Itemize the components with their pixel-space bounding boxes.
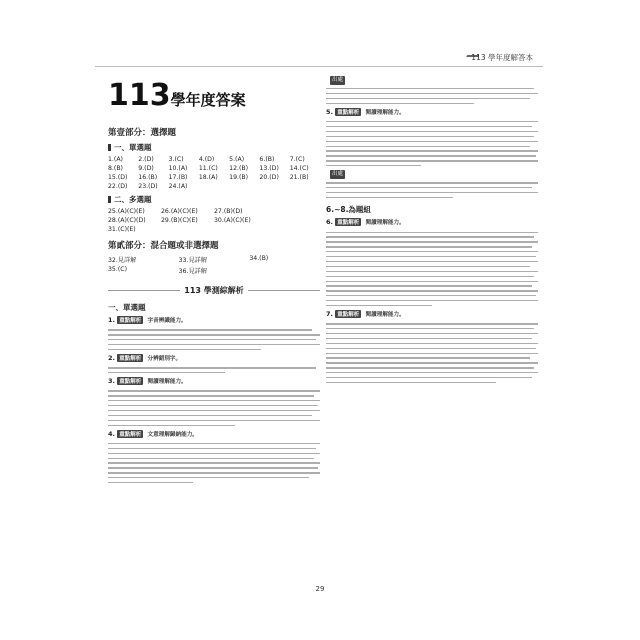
question-head: 閱讀理解能力。 <box>147 379 187 386</box>
answer: 32.見詳解 <box>108 257 137 264</box>
question-head: 閱讀理解能力。 <box>365 311 405 318</box>
answer: 13.(D) <box>259 165 279 172</box>
text-line <box>326 256 536 257</box>
question-number: 4. <box>108 429 115 438</box>
text-line <box>108 372 225 373</box>
text-line <box>326 305 432 306</box>
text-line <box>326 333 538 334</box>
multi-answer-grid <box>108 208 320 233</box>
text-line <box>108 395 314 396</box>
text-line <box>326 348 536 349</box>
text-line <box>326 197 453 198</box>
key-point-tag: 重點解析 <box>337 311 360 318</box>
text-line <box>326 276 534 277</box>
banner-rule <box>108 290 180 291</box>
text-line <box>326 353 538 354</box>
explain-section-title: 一、單選題 <box>108 303 146 312</box>
right-column <box>326 76 538 387</box>
answer: 3.(C) <box>168 156 184 163</box>
text-line <box>326 232 538 233</box>
key-point-tag: 重點解析 <box>119 355 142 362</box>
text-line <box>326 187 532 188</box>
answer: 16.(B) <box>138 174 158 181</box>
text-line <box>326 131 538 132</box>
answer: 36.見詳解 <box>178 268 208 275</box>
answer: 21.(B) <box>289 174 309 181</box>
answer: 11.(C) <box>198 165 218 172</box>
text-line <box>326 285 532 286</box>
key-point-tag: 重點解析 <box>119 379 142 386</box>
question-head: 閱讀理解能力。 <box>365 109 405 116</box>
key-point-tag: 重點解析 <box>337 109 360 116</box>
answer: 14.(C) <box>289 165 309 172</box>
text-line <box>326 372 538 373</box>
question-7 <box>326 310 538 320</box>
text-line <box>108 420 320 421</box>
banner-rule <box>248 290 320 291</box>
text-line <box>108 458 314 459</box>
answer: 33.見詳解 <box>178 257 208 264</box>
text-line <box>326 266 530 267</box>
page-number: 29 <box>315 585 325 593</box>
answer: 24.(A) <box>168 183 188 190</box>
text-block <box>326 88 538 104</box>
question-number: 5. <box>326 107 333 116</box>
key-point-tag: 重點解析 <box>337 220 360 227</box>
text-line <box>108 467 318 468</box>
text-line <box>326 251 538 252</box>
answer: 22.(D) <box>108 183 128 190</box>
answer: 8.(B) <box>108 165 123 172</box>
text-line <box>108 415 312 416</box>
text-line <box>108 349 261 350</box>
text-line <box>326 98 530 99</box>
text-line <box>326 323 538 324</box>
key-point-tag: 重點解析 <box>119 431 142 438</box>
running-header <box>95 52 543 66</box>
text-line <box>326 300 538 301</box>
answer: 23.(D) <box>138 183 158 190</box>
text-line <box>108 472 320 473</box>
text-line <box>326 382 496 383</box>
text-line <box>326 103 474 104</box>
text-line <box>326 146 530 147</box>
answer: 19.(B) <box>229 174 249 181</box>
text-line <box>326 241 538 242</box>
note-1 <box>326 76 538 85</box>
text-line <box>108 448 316 449</box>
text-line <box>326 343 538 344</box>
text-block <box>326 182 538 198</box>
text-block <box>108 390 320 426</box>
question-2 <box>108 354 320 364</box>
left-column <box>108 78 320 487</box>
text-line <box>326 281 538 282</box>
answer: 27.(B)(D) <box>214 208 243 215</box>
answer: 28.(A)(C)(D) <box>108 217 146 224</box>
text-block <box>326 232 538 307</box>
text-line <box>108 344 320 345</box>
text-line <box>326 295 536 296</box>
text-line <box>326 93 538 94</box>
part2-title: 第貳部分：混合題或非選擇題 <box>108 241 219 251</box>
part1-title: 第壹部分：選擇題 <box>108 128 177 138</box>
question-number: 2. <box>108 353 115 362</box>
answer: 12.(B) <box>229 165 249 172</box>
text-line <box>326 338 532 339</box>
text-line <box>108 390 320 391</box>
answer <box>267 208 320 215</box>
answer: 10.(A) <box>168 165 188 172</box>
answer: 20.(D) <box>259 174 279 181</box>
answer: 30.(A)(C)(E) <box>214 217 251 224</box>
source-tag: 出處 <box>332 171 344 178</box>
answer: 1.(A) <box>108 156 123 163</box>
text-line <box>326 160 538 161</box>
answer: 4.(D) <box>198 156 215 163</box>
text-line <box>326 88 534 89</box>
single-answer-grid <box>108 156 320 190</box>
answer: 25.(A)(C)(E) <box>108 208 145 215</box>
note-2 <box>326 170 538 179</box>
question-1 <box>108 316 320 326</box>
text-line <box>108 339 316 340</box>
text-line <box>326 121 538 122</box>
question-number: 6. <box>326 218 333 227</box>
text-line <box>108 334 320 335</box>
text-line <box>326 290 538 291</box>
text-line <box>326 192 538 193</box>
text-block <box>108 329 320 350</box>
question-4 <box>108 430 320 440</box>
text-line <box>326 367 534 368</box>
text-line <box>108 443 320 444</box>
title-year: 113 <box>108 78 171 113</box>
answer: 6.(B) <box>259 156 275 163</box>
answer: 2.(D) <box>138 156 154 163</box>
group-title: 6.∼8.為題組 <box>326 205 371 215</box>
answer: 7.(C) <box>289 156 305 163</box>
text-block <box>108 443 320 483</box>
text-line <box>326 357 530 358</box>
text-line <box>326 362 538 363</box>
text-line <box>326 246 532 247</box>
text-line <box>108 405 318 406</box>
key-point-tag: 重點解析 <box>119 318 142 324</box>
banner-text: 113 學測綜解析 <box>184 286 244 295</box>
question-number: 7. <box>326 309 333 318</box>
text-line <box>326 150 538 151</box>
page-title <box>108 78 320 114</box>
question-head: 文意理解歸納能力。 <box>147 431 198 438</box>
text-block <box>326 121 538 166</box>
text-line <box>326 328 534 329</box>
question-3 <box>108 377 320 387</box>
text-line <box>326 261 538 262</box>
header-rule <box>95 66 543 67</box>
question-head: 分辨錯別字。 <box>147 355 182 362</box>
text-line <box>326 271 538 272</box>
question-6 <box>326 218 538 228</box>
answer: 9.(D) <box>138 165 154 172</box>
answer: 5.(A) <box>229 156 245 163</box>
text-line <box>326 126 532 127</box>
answer: 35.(C) <box>108 266 127 273</box>
answer: 15.(D) <box>108 174 128 181</box>
answer: 26.(A)(C)(E) <box>161 208 198 215</box>
text-line <box>326 377 532 378</box>
answer <box>267 217 320 224</box>
text-line <box>326 165 421 166</box>
question-number: 1. <box>108 316 115 324</box>
text-line <box>108 453 320 454</box>
answer: 18.(A) <box>198 174 218 181</box>
text-block <box>108 367 320 373</box>
text-line <box>108 462 320 463</box>
answer: 31.(C)(E) <box>108 226 136 233</box>
question-head: 閱讀理解能力。 <box>365 220 405 227</box>
text-line <box>108 482 193 483</box>
explain-banner <box>108 285 320 296</box>
text-line <box>108 400 320 401</box>
part2-answer-grid <box>108 255 320 275</box>
question-head: 字音辨識能力。 <box>147 318 187 324</box>
single-choice-title: 一、單選題 <box>108 142 320 153</box>
text-line <box>108 410 320 411</box>
text-line <box>108 425 235 426</box>
text-line <box>108 477 309 478</box>
text-line <box>108 329 312 330</box>
multi-choice-title: 二、多選題 <box>108 194 320 205</box>
answer: 17.(B) <box>168 174 188 181</box>
answer: 34.(B) <box>249 255 269 262</box>
text-line <box>326 182 538 183</box>
question-5 <box>326 108 538 118</box>
question-number: 3. <box>108 377 115 386</box>
source-tag: 出處 <box>332 77 344 83</box>
answer: 29.(B)(C)(E) <box>161 217 198 224</box>
title-text: 學年度答案 <box>170 91 246 109</box>
text-line <box>326 136 534 137</box>
header-label: 113 學年度解答本 <box>471 53 533 62</box>
text-line <box>326 236 534 237</box>
text-line <box>108 367 316 368</box>
text-block <box>326 323 538 383</box>
text-line <box>326 141 538 142</box>
text-line <box>326 155 536 156</box>
